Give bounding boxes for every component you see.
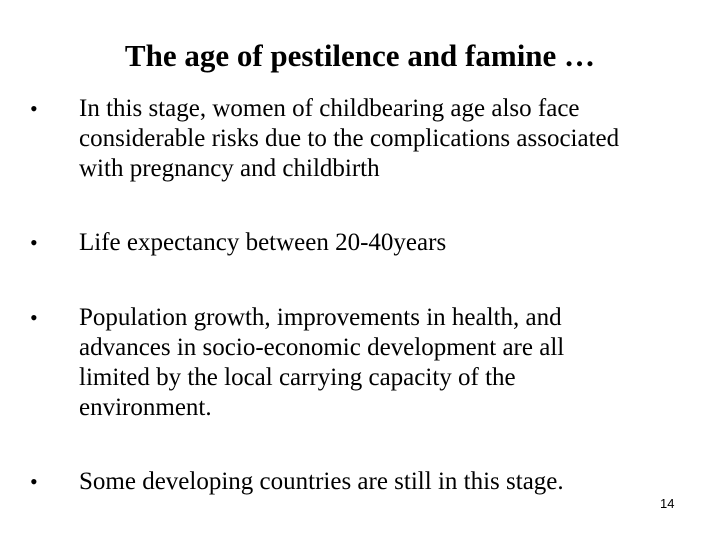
page-number: 14: [660, 496, 675, 511]
bullet-icon: •: [30, 230, 38, 255]
bullet-text: Life expectancy between 20-40years: [79, 229, 447, 256]
bullet-text: In this stage, women of childbearing age also face considerable risks due to the complications associated with pregnancy and childbirth: [79, 95, 620, 182]
bullet-icon: •: [30, 305, 38, 330]
slide-title: The age of pestilence and famine …: [124, 38, 596, 73]
bullet-text: Population growth, improvements in health, and advances in socio‑economic development are all limited by the local carrying capacity of the environment.: [79, 304, 565, 421]
bullet-text: Some developing countries are still in this stage.: [79, 468, 564, 495]
bullet-icon: •: [30, 469, 38, 494]
bullet-icon: •: [30, 96, 38, 121]
